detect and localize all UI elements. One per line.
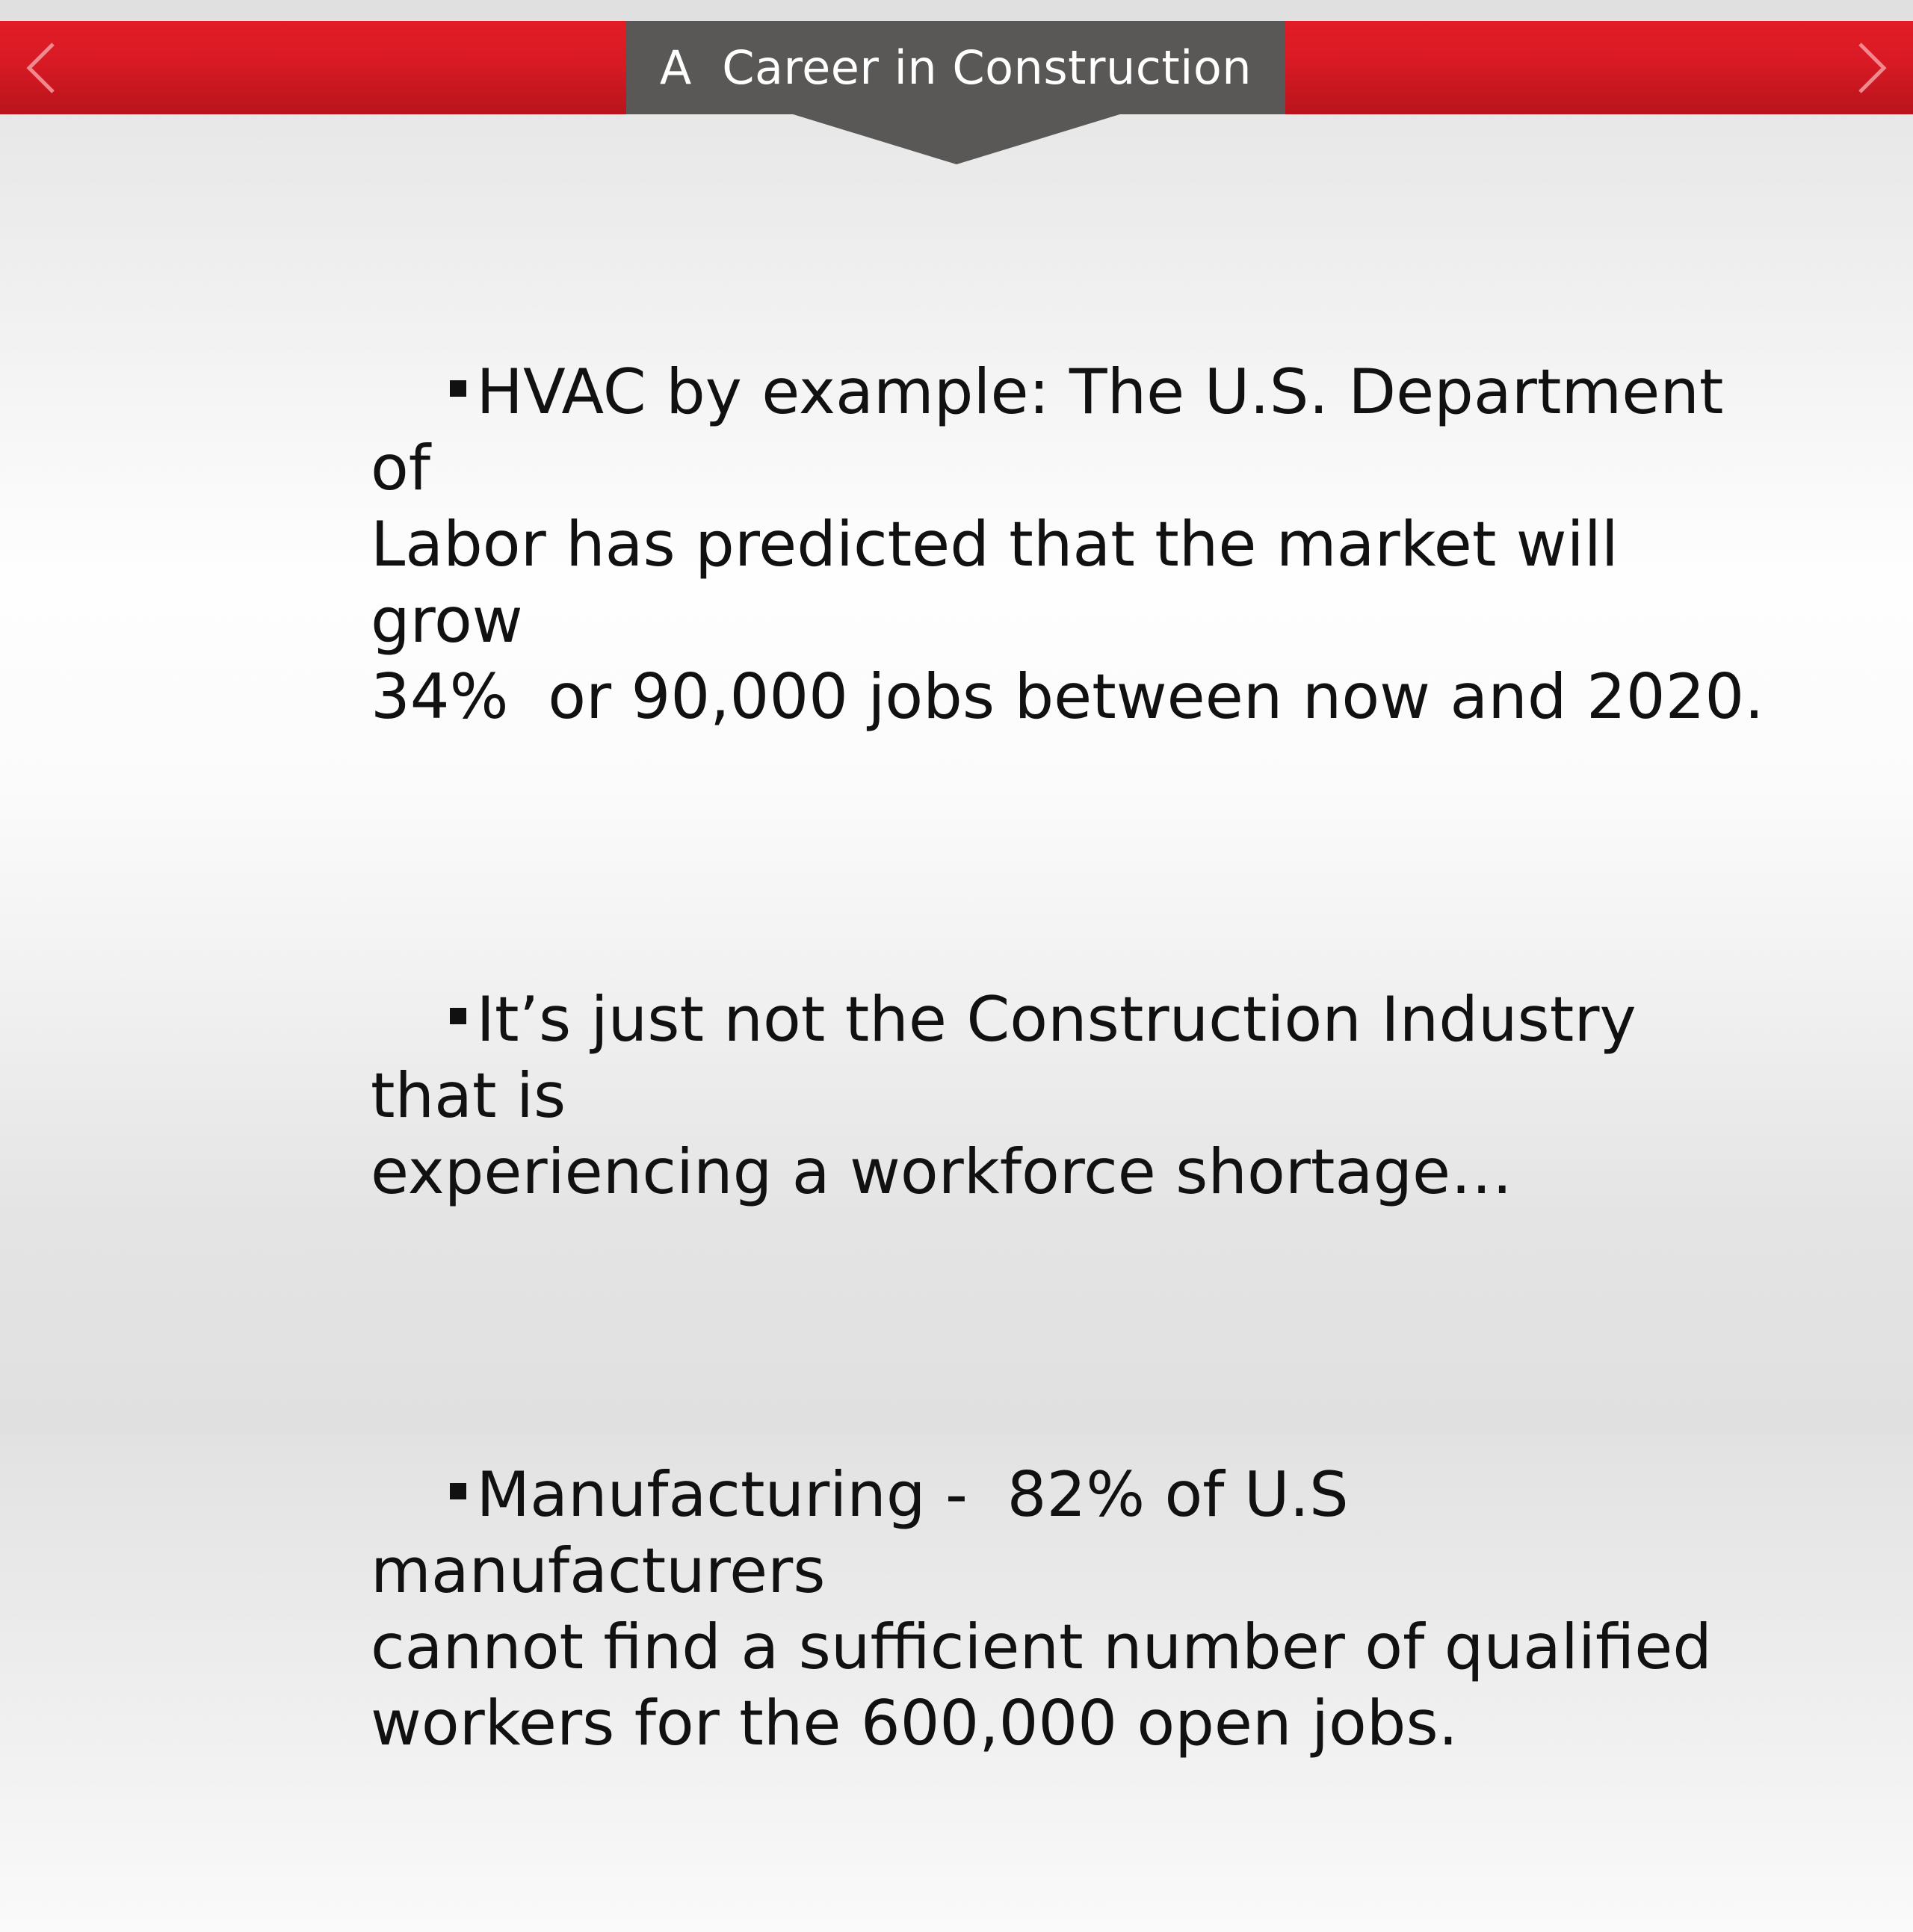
next-slide-button[interactable] — [1831, 21, 1913, 114]
chevron-left-icon — [25, 41, 58, 95]
slide-title: A Career in Construction — [659, 40, 1252, 95]
title-tab — [626, 21, 1285, 114]
bullet-text: HVAC by example: The U.S. Department of Labor has predicted that the market will grow 34% or 90,000 jobs between now and 2020. — [371, 356, 1764, 733]
bullet-item — [371, 905, 1776, 1287]
square-bullet-icon — [450, 1483, 466, 1499]
bullet-text: Manufacturing - 82% of U.S manufacturers cannot find a sufficient number of qualified workers for the 600,000 open jobs. — [371, 1458, 1712, 1759]
previous-slide-button[interactable] — [0, 21, 82, 114]
slide-content — [371, 278, 1776, 1932]
title-tab-pointer — [791, 114, 1122, 164]
chevron-right-icon — [1855, 41, 1888, 95]
bullet-item — [371, 278, 1776, 811]
top-strip — [0, 0, 1913, 21]
square-bullet-icon — [450, 380, 466, 397]
bullet-item — [371, 1381, 1776, 1838]
bullet-text: It’s just not the Construction Industry that is experiencing a workforce shortage… — [371, 983, 1637, 1208]
square-bullet-icon — [450, 1008, 466, 1024]
